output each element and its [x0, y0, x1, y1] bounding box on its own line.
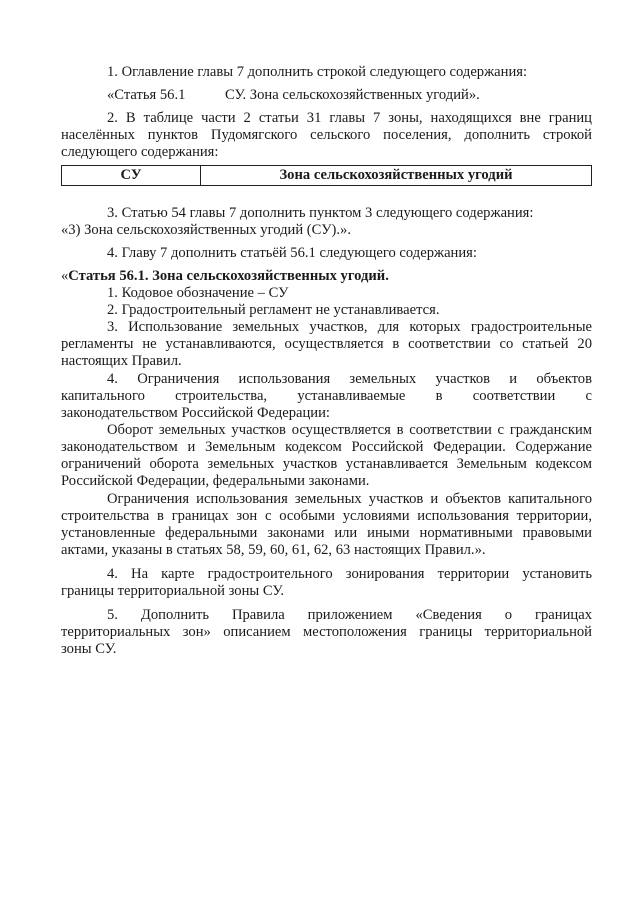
zone-code-cell: СУ [62, 166, 201, 186]
paragraph-6-line-1: 5. Дополнить Правила приложением «Сведения о границах [107, 607, 592, 623]
paragraph-3-line-2: «3) Зона сельскохозяйственных угодий (СУ).». [61, 222, 351, 238]
paragraph-5-line-2: границы территориальной зоны СУ. [61, 583, 284, 599]
article-item-1: 1. Кодовое обозначение – СУ [107, 285, 289, 301]
paragraph-3-line-1: 3. Статью 54 главы 7 дополнить пунктом 3 следующего содержания: [107, 205, 534, 221]
block-1-line-1: Оборот земельных участков осуществляется в соответствии с гражданским [107, 422, 592, 438]
paragraph-5-line-1: 4. На карте градостроительного зонирования территории установить [107, 566, 592, 582]
paragraph-2-line-2: населённых пунктов Пудомягского сельского поселения, дополнить строкой [61, 127, 592, 143]
article-title [61, 268, 389, 285]
block-1-line-3: ограничений оборота земельных участков устанавливается Земельным кодексом [61, 456, 592, 472]
article-item-4-line-2: капитального строительства, устанавливаемые в соответствии с [61, 388, 592, 404]
block-2-line-2: строительства в границах зон с особыми условиями использования территории, [61, 508, 592, 524]
block-1-line-2: законодательством и Земельным кодексом Российской Федерации. Содержание [61, 439, 592, 455]
paragraph-6-line-2: территориальных зон» описанием местоположения границы территориальной [61, 624, 592, 640]
article-item-2: 2. Градостроительный регламент не устанавливается. [107, 302, 440, 318]
paragraph-1-quote-text: СУ. Зона сельскохозяйственных угодий». [225, 87, 480, 103]
article-item-3-line-3: настоящих Правил. [61, 353, 182, 369]
block-2-line-3: установленные федеральными законами или иными нормативными правовыми [61, 525, 592, 541]
paragraph-4: 4. Главу 7 дополнить статьёй 56.1 следующего содержания: [107, 245, 477, 261]
article-item-4-line-3: законодательством Российской Федерации: [61, 405, 330, 421]
article-title-quote: « [61, 268, 69, 284]
zone-table [61, 165, 592, 186]
block-2-line-4: актами, указаны в статьях 58, 59, 60, 61, 62, 63 настоящих Правил.». [61, 542, 486, 558]
paragraph-2-line-3: следующего содержания: [61, 144, 219, 160]
article-item-3-line-1: 3. Использование земельных участков, для которых градостроительные [107, 319, 592, 335]
block-2-line-1: Ограничения использования земельных участков и объектов капитального [107, 491, 592, 507]
article-title-text: Статья 56.1. Зона сельскохозяйственных угодий. [68, 268, 389, 284]
paragraph-1: 1. Оглавление главы 7 дополнить строкой следующего содержания: [107, 64, 528, 80]
article-item-3-line-2: регламенты не устанавливаются, осуществляется в соответствии со статьей 20 [61, 336, 592, 352]
block-1-line-4: Российской Федерации, федеральными законами. [61, 473, 370, 489]
table-row [62, 166, 592, 186]
paragraph-2-line-1: 2. В таблице части 2 статьи 31 главы 7 зоны, находящихся вне границ [107, 110, 592, 126]
paragraph-1-quote-number: «Статья 56.1 [107, 87, 186, 103]
paragraph-6-line-3: зоны СУ. [61, 641, 117, 657]
article-item-4-line-1: 4. Ограничения использования земельных участков и объектов [107, 371, 592, 387]
zone-name-cell: Зона сельскохозяйственных угодий [201, 166, 592, 186]
